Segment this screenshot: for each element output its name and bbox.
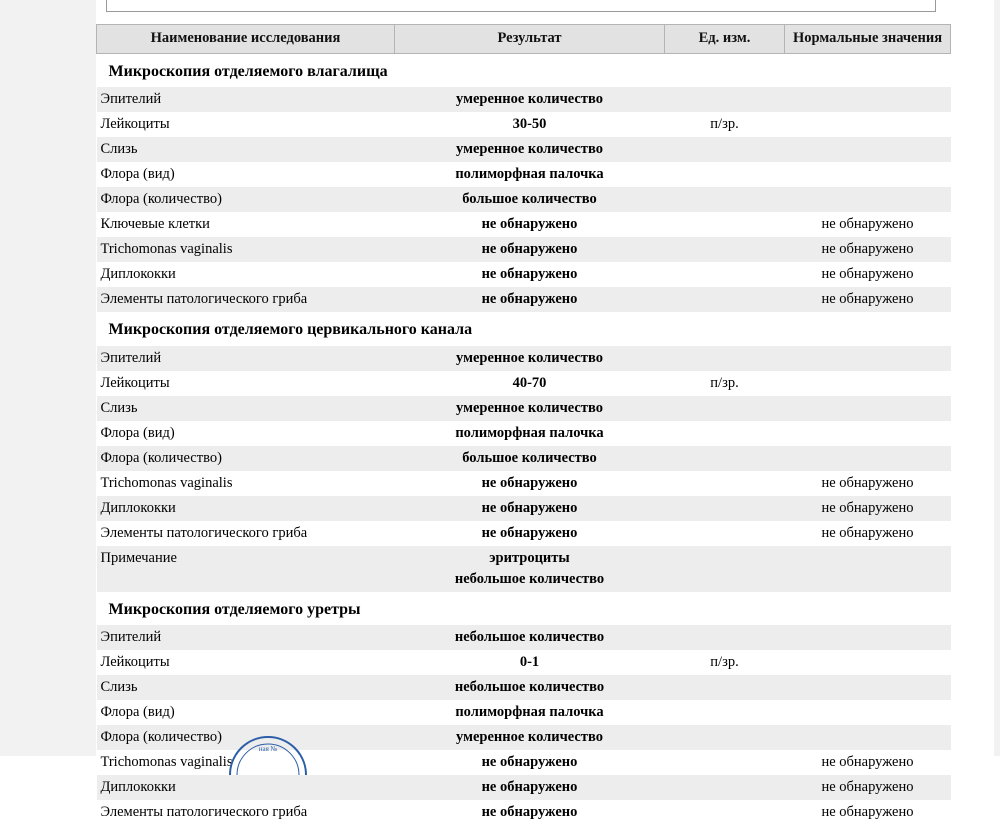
patient-info-box <box>106 0 936 12</box>
row-norm: не обнаружено <box>821 474 914 491</box>
row-result: умеренное количество <box>395 346 665 371</box>
row-norm <box>785 725 951 750</box>
row-unit <box>665 750 785 775</box>
table-row <box>97 262 951 287</box>
row-norm <box>785 112 951 137</box>
row-unit <box>665 187 785 212</box>
row-norm <box>785 346 951 371</box>
row-name: Флора (вид) <box>100 424 175 441</box>
row-result: не обнаружено <box>481 753 578 770</box>
row-result: полиморфная палочка <box>455 424 604 441</box>
row-norm <box>785 446 951 471</box>
row-unit <box>665 496 785 521</box>
table-row <box>97 496 951 521</box>
lab-results-table <box>96 24 951 825</box>
table-header-row <box>97 25 951 54</box>
row-name: Лейкоциты <box>100 374 170 391</box>
row-result: умеренное количество <box>395 396 665 421</box>
row-result: большое количество <box>395 446 665 471</box>
table-row <box>97 371 951 396</box>
table-row <box>97 675 951 700</box>
row-norm <box>785 650 951 675</box>
table-body <box>97 54 951 825</box>
row-norm <box>785 396 951 421</box>
row-result: 40-70 <box>512 374 547 391</box>
section-title: Микроскопия отделяемого влагалища <box>97 54 951 88</box>
row-norm: не обнаружено <box>785 237 951 262</box>
table-row <box>97 521 951 546</box>
table-row <box>97 700 951 725</box>
row-name: Ключевые клетки <box>100 216 210 233</box>
row-result: полиморфная палочка <box>455 166 604 183</box>
table-row <box>97 112 951 137</box>
row-unit <box>665 725 785 750</box>
row-unit <box>665 625 785 650</box>
section-title-row <box>97 312 951 345</box>
column-header-name: Наименование исследования <box>97 25 395 54</box>
table-row <box>97 287 951 312</box>
table-row <box>97 162 951 187</box>
row-norm <box>785 87 951 112</box>
row-norm: не обнаружено <box>821 753 914 770</box>
row-norm <box>785 625 951 650</box>
row-norm <box>785 371 951 396</box>
table-row <box>97 446 951 471</box>
row-unit <box>665 775 785 800</box>
row-result: небольшое количество <box>395 625 665 650</box>
row-result: умеренное количество <box>395 87 665 112</box>
row-name: Диплококки <box>100 266 176 283</box>
row-unit <box>665 287 785 312</box>
row-name: Лейкоциты <box>100 653 170 670</box>
row-result: не обнаружено <box>481 524 578 541</box>
row-norm <box>785 700 951 725</box>
row-unit <box>665 471 785 496</box>
row-name: Эпителий <box>97 87 395 112</box>
table-row <box>97 546 951 592</box>
row-result: не обнаружено <box>395 237 665 262</box>
row-unit <box>665 162 785 187</box>
row-result: эритроциты небольшое количество <box>395 546 665 592</box>
section-title: Микроскопия отделяемого уретры <box>97 592 951 625</box>
table-row <box>97 650 951 675</box>
row-unit <box>665 675 785 700</box>
row-name: Флора (количество) <box>97 187 395 212</box>
row-norm <box>785 546 951 592</box>
row-result: 30-50 <box>512 116 547 133</box>
row-result: не обнаружено <box>395 496 665 521</box>
table-row <box>97 237 951 262</box>
row-unit <box>665 87 785 112</box>
row-name: Элементы патологического гриба <box>97 287 395 312</box>
row-name: Элементы патологического гриба <box>100 803 308 820</box>
row-name: Trichomonas vaginalis <box>100 474 233 491</box>
row-unit <box>665 212 785 237</box>
row-name: Флора (количество) <box>97 446 395 471</box>
row-norm <box>785 162 951 187</box>
table-row <box>97 87 951 112</box>
row-unit <box>665 546 785 592</box>
row-norm: не обнаружено <box>785 287 951 312</box>
row-unit: п/зр. <box>710 116 739 133</box>
row-name: Флора (вид) <box>100 166 175 183</box>
svg-text:ная №: ная № <box>258 745 278 753</box>
section-title-row <box>97 592 951 625</box>
page-gutter-left <box>0 0 96 756</box>
row-name: Эпителий <box>97 625 395 650</box>
column-header-unit: Ед. изм. <box>665 25 785 54</box>
row-name: Слизь <box>97 396 395 421</box>
row-norm <box>785 421 951 446</box>
section-title-row <box>97 54 951 88</box>
column-header-result: Результат <box>395 25 665 54</box>
table-row <box>97 800 951 825</box>
row-unit <box>665 446 785 471</box>
row-name: Слизь <box>97 137 395 162</box>
row-norm: не обнаружено <box>821 803 914 820</box>
table-row <box>97 346 951 371</box>
row-norm: не обнаружено <box>821 266 914 283</box>
row-norm: не обнаружено <box>821 524 914 541</box>
row-result: не обнаружено <box>481 474 578 491</box>
row-name: Диплококки <box>97 496 395 521</box>
row-norm <box>785 187 951 212</box>
table-row <box>97 625 951 650</box>
row-name: Trichomonas vaginalis <box>97 237 395 262</box>
row-name: Лейкоциты <box>100 116 170 133</box>
row-unit <box>665 137 785 162</box>
table-row <box>97 212 951 237</box>
row-result: полиморфная палочка <box>455 703 604 720</box>
document-sheet <box>96 0 950 820</box>
row-result: большое количество <box>395 187 665 212</box>
row-name: Флора (вид) <box>100 703 175 720</box>
row-name: Флора (количество) <box>97 725 395 750</box>
row-result: умеренное количество <box>395 725 665 750</box>
row-result: умеренное количество <box>395 137 665 162</box>
table-row <box>97 775 951 800</box>
table-row <box>97 421 951 446</box>
row-unit <box>665 262 785 287</box>
row-name: Trichomonas vaginalis <box>100 753 233 770</box>
section-title: Микроскопия отделяемого цервикального канала <box>97 312 951 345</box>
row-unit <box>665 237 785 262</box>
row-name: Эпителий <box>97 346 395 371</box>
table-row <box>97 137 951 162</box>
row-unit <box>665 396 785 421</box>
table-row <box>97 471 951 496</box>
row-name: Элементы патологического гриба <box>100 524 308 541</box>
row-result: не обнаружено <box>395 775 665 800</box>
table-row <box>97 187 951 212</box>
row-norm: не обнаружено <box>785 775 951 800</box>
row-unit <box>665 521 785 546</box>
row-norm: не обнаружено <box>785 496 951 521</box>
page-gutter-right <box>994 0 1000 756</box>
table-header <box>97 25 951 54</box>
table-row <box>97 396 951 421</box>
row-result: не обнаружено <box>481 266 578 283</box>
round-stamp-image <box>206 735 386 775</box>
row-result: небольшое количество <box>395 675 665 700</box>
row-result: 0-1 <box>519 653 540 670</box>
row-unit <box>665 800 785 825</box>
row-unit: п/зр. <box>710 374 739 391</box>
row-result: не обнаружено <box>481 803 578 820</box>
row-result: не обнаружено <box>481 216 578 233</box>
row-name: Диплококки <box>97 775 395 800</box>
row-unit <box>665 421 785 446</box>
row-unit: п/зр. <box>710 653 739 670</box>
row-norm <box>785 137 951 162</box>
row-unit <box>665 346 785 371</box>
row-name: Слизь <box>97 675 395 700</box>
row-norm <box>785 675 951 700</box>
row-norm: не обнаружено <box>821 216 914 233</box>
row-name: Примечание <box>97 546 395 592</box>
row-result: не обнаружено <box>395 287 665 312</box>
row-unit <box>665 700 785 725</box>
column-header-norm: Нормальные значения <box>785 25 951 54</box>
